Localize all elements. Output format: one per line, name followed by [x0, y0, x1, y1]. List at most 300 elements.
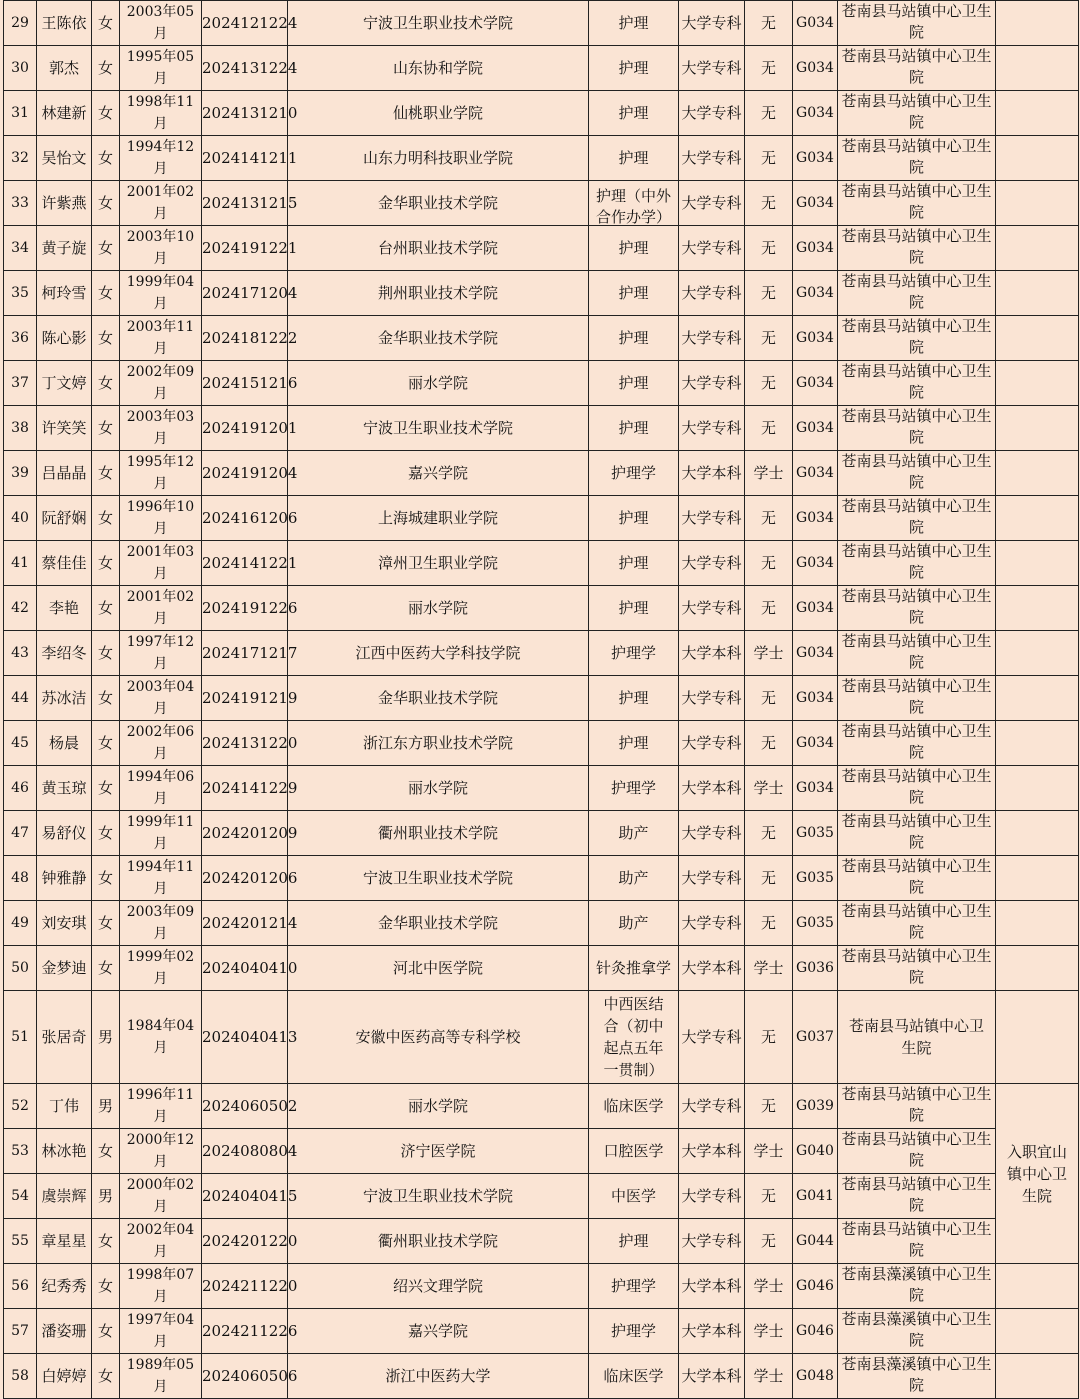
major: 护理 [589, 91, 679, 136]
graduate-school: 丽水学院 [288, 586, 589, 631]
position-code: G040 [793, 1129, 838, 1174]
table-row [4, 1264, 1079, 1309]
hiring-unit-text: 苍南县马站镇中心卫生院 [841, 812, 992, 851]
row-number: 52 [4, 1084, 37, 1129]
birth-date: 2003年05月 [120, 1, 202, 46]
major: 护理学 [589, 451, 679, 496]
position-code: G035 [793, 811, 838, 856]
exam-id: 2024201214 [202, 901, 288, 946]
birth-date: 1984年04月 [120, 991, 202, 1084]
remark-cell [996, 1354, 1079, 1399]
row-number: 39 [4, 451, 37, 496]
table-row [4, 946, 1079, 991]
row-number: 35 [4, 271, 37, 316]
hiring-unit [838, 1354, 996, 1399]
birth-date: 2001年02月 [120, 586, 202, 631]
exam-id: 2024151216 [202, 361, 288, 406]
graduate-school: 漳州卫生职业学院 [288, 541, 589, 586]
table-row [4, 631, 1079, 676]
hiring-unit [838, 451, 996, 496]
degree: 无 [745, 406, 793, 451]
degree: 无 [745, 136, 793, 181]
exam-id: 2024211220 [202, 1264, 288, 1309]
remark-cell [996, 136, 1079, 181]
exam-id: 2024060506 [202, 1354, 288, 1399]
birth-date: 1994年12月 [120, 136, 202, 181]
hiring-unit-text: 苍南县马站镇中心卫生院 [841, 362, 992, 401]
degree: 无 [745, 721, 793, 766]
remark-cell [996, 46, 1079, 91]
row-number: 51 [4, 991, 37, 1084]
row-number: 31 [4, 91, 37, 136]
remark-cell [996, 946, 1079, 991]
hiring-unit-text: 苍南县马站镇中心卫生院 [841, 902, 992, 941]
education: 大学专科 [679, 361, 745, 406]
table-row [4, 991, 1079, 1084]
hiring-unit-text: 苍南县马站镇中心卫生院 [841, 587, 992, 626]
position-code: G034 [793, 271, 838, 316]
candidate-name: 潘姿珊 [37, 1309, 92, 1354]
gender: 女 [92, 496, 120, 541]
gender: 女 [92, 451, 120, 496]
candidate-name: 纪秀秀 [37, 1264, 92, 1309]
hiring-unit-text: 苍南县马站镇中心卫生院 [841, 227, 992, 266]
hiring-unit [838, 46, 996, 91]
hiring-unit [838, 811, 996, 856]
birth-date: 1989年05月 [120, 1354, 202, 1399]
degree: 无 [745, 226, 793, 271]
major: 护理 [589, 1219, 679, 1264]
gender: 女 [92, 226, 120, 271]
hiring-unit [838, 1219, 996, 1264]
remark-cell [996, 496, 1079, 541]
hiring-unit-text: 苍南县马站镇中心卫生院 [841, 2, 992, 41]
row-number: 33 [4, 181, 37, 226]
row-number: 41 [4, 541, 37, 586]
major: 口腔医学 [589, 1129, 679, 1174]
education: 大学专科 [679, 676, 745, 721]
position-code: G034 [793, 541, 838, 586]
row-number: 50 [4, 946, 37, 991]
birth-date: 1999年04月 [120, 271, 202, 316]
birth-date: 2001年03月 [120, 541, 202, 586]
exam-id: 2024201209 [202, 811, 288, 856]
hiring-unit [838, 406, 996, 451]
degree: 学士 [745, 1129, 793, 1174]
table-row [4, 1219, 1079, 1264]
candidate-name: 张居奇 [37, 991, 92, 1084]
major: 护理 [589, 271, 679, 316]
education: 大学专科 [679, 901, 745, 946]
education: 大学专科 [679, 406, 745, 451]
table-row [4, 1084, 1079, 1129]
table-row [4, 811, 1079, 856]
education: 大学专科 [679, 991, 745, 1084]
row-number: 55 [4, 1219, 37, 1264]
exam-id: 2024191226 [202, 586, 288, 631]
remark-cell [996, 1084, 1079, 1264]
hiring-unit [838, 676, 996, 721]
candidate-name: 郭杰 [37, 46, 92, 91]
table-row [4, 1174, 1079, 1219]
table-row [4, 271, 1079, 316]
degree: 无 [745, 1174, 793, 1219]
education: 大学专科 [679, 1174, 745, 1219]
candidate-name: 章星星 [37, 1219, 92, 1264]
education: 大学专科 [679, 1219, 745, 1264]
row-number: 58 [4, 1354, 37, 1399]
degree: 无 [745, 856, 793, 901]
major: 护理 [589, 136, 679, 181]
hiring-unit-text: 苍南县马站镇中心卫生院 [841, 497, 992, 536]
remark-cell [996, 181, 1079, 226]
row-number: 49 [4, 901, 37, 946]
birth-date: 1994年06月 [120, 766, 202, 811]
graduate-school: 金华职业技术学院 [288, 316, 589, 361]
gender: 女 [92, 1309, 120, 1354]
hiring-unit-text: 苍南县马站镇中心卫生院 [841, 1085, 992, 1124]
hiring-unit-text: 苍南县马站镇中心卫生院 [841, 407, 992, 446]
row-number: 36 [4, 316, 37, 361]
row-number: 45 [4, 721, 37, 766]
hiring-unit-text: 苍南县马站镇中心卫生院 [841, 542, 992, 581]
position-code: G034 [793, 406, 838, 451]
table-row [4, 46, 1079, 91]
gender: 女 [92, 316, 120, 361]
table-row [4, 856, 1079, 901]
gender: 女 [92, 766, 120, 811]
row-number: 48 [4, 856, 37, 901]
remark-cell [996, 406, 1079, 451]
gender: 女 [92, 271, 120, 316]
row-number: 30 [4, 46, 37, 91]
degree: 无 [745, 811, 793, 856]
hiring-unit-text: 苍南县马站镇中心卫生院 [841, 1175, 992, 1214]
gender: 男 [92, 1174, 120, 1219]
major: 针灸推拿学 [589, 946, 679, 991]
graduate-school: 上海城建职业学院 [288, 496, 589, 541]
row-number: 54 [4, 1174, 37, 1219]
position-code: G034 [793, 136, 838, 181]
position-code: G034 [793, 226, 838, 271]
position-code: G035 [793, 901, 838, 946]
remark-cell [996, 586, 1079, 631]
education: 大学专科 [679, 856, 745, 901]
degree: 学士 [745, 1354, 793, 1399]
graduate-school: 金华职业技术学院 [288, 676, 589, 721]
graduate-school: 仙桃职业学院 [288, 91, 589, 136]
education: 大学专科 [679, 1084, 745, 1129]
education: 大学本科 [679, 1354, 745, 1399]
candidate-name: 许紫燕 [37, 181, 92, 226]
gender: 女 [92, 361, 120, 406]
gender: 女 [92, 1, 120, 46]
gender: 女 [92, 1354, 120, 1399]
birth-date: 1998年07月 [120, 1264, 202, 1309]
position-code: G037 [793, 991, 838, 1084]
candidate-name: 王陈依 [37, 1, 92, 46]
birth-date: 1999年11月 [120, 811, 202, 856]
major: 护理学 [589, 766, 679, 811]
table-row [4, 226, 1079, 271]
gender: 女 [92, 631, 120, 676]
hiring-unit [838, 1129, 996, 1174]
table-row [4, 1309, 1079, 1354]
exam-id: 2024141211 [202, 136, 288, 181]
exam-id: 2024201206 [202, 856, 288, 901]
row-number: 47 [4, 811, 37, 856]
candidate-table [3, 0, 1079, 1399]
education: 大学专科 [679, 586, 745, 631]
candidate-name: 杨晨 [37, 721, 92, 766]
graduate-school: 宁波卫生职业技术学院 [288, 406, 589, 451]
hiring-unit-text: 苍南县马站镇中心卫生院 [841, 632, 992, 671]
birth-date: 2001年02月 [120, 181, 202, 226]
major: 护理 [589, 1, 679, 46]
remark-cell [996, 676, 1079, 721]
candidate-name: 丁文婷 [37, 361, 92, 406]
graduate-school: 丽水学院 [288, 1084, 589, 1129]
birth-date: 1999年02月 [120, 946, 202, 991]
remark-cell [996, 766, 1079, 811]
exam-id: 2024191204 [202, 451, 288, 496]
hiring-unit-text: 苍南县马站镇中心卫生院 [841, 677, 992, 716]
birth-date: 1994年11月 [120, 856, 202, 901]
major: 护理 [589, 406, 679, 451]
exam-id: 2024060502 [202, 1084, 288, 1129]
degree: 无 [745, 541, 793, 586]
row-number: 32 [4, 136, 37, 181]
position-code: G034 [793, 451, 838, 496]
gender: 女 [92, 541, 120, 586]
graduate-school: 河北中医学院 [288, 946, 589, 991]
exam-id: 2024191201 [202, 406, 288, 451]
graduate-school: 台州职业技术学院 [288, 226, 589, 271]
remark-cell [996, 991, 1079, 1084]
education: 大学专科 [679, 226, 745, 271]
position-code: G034 [793, 721, 838, 766]
exam-id: 2024171204 [202, 271, 288, 316]
degree: 无 [745, 361, 793, 406]
hiring-unit [838, 1, 996, 46]
major [589, 181, 679, 226]
birth-date: 2003年11月 [120, 316, 202, 361]
table-row [4, 361, 1079, 406]
hiring-unit-text: 苍南县马站镇中心卫生院 [841, 722, 992, 761]
position-code: G044 [793, 1219, 838, 1264]
hiring-unit-text: 苍南县马站镇中心卫生院 [841, 452, 992, 491]
row-number: 46 [4, 766, 37, 811]
table-row [4, 721, 1079, 766]
education: 大学专科 [679, 46, 745, 91]
exam-id: 2024201220 [202, 1219, 288, 1264]
table-row [4, 451, 1079, 496]
education: 大学专科 [679, 541, 745, 586]
degree: 无 [745, 1219, 793, 1264]
major: 临床医学 [589, 1354, 679, 1399]
hiring-unit [838, 541, 996, 586]
major: 护理 [589, 541, 679, 586]
gender: 女 [92, 136, 120, 181]
gender: 女 [92, 1219, 120, 1264]
graduate-school: 金华职业技术学院 [288, 901, 589, 946]
position-code: G034 [793, 316, 838, 361]
table-row [4, 1129, 1079, 1174]
degree: 无 [745, 46, 793, 91]
row-number: 56 [4, 1264, 37, 1309]
gender: 女 [92, 46, 120, 91]
exam-id: 2024141229 [202, 766, 288, 811]
graduate-school: 绍兴文理学院 [288, 1264, 589, 1309]
hiring-unit [838, 721, 996, 766]
candidate-name: 虞崇辉 [37, 1174, 92, 1219]
hiring-unit-text: 苍南县马站镇中心卫生院 [841, 947, 992, 986]
hiring-unit [838, 901, 996, 946]
position-code: G034 [793, 1, 838, 46]
exam-id: 2024040413 [202, 991, 288, 1084]
education: 大学本科 [679, 1129, 745, 1174]
degree: 学士 [745, 1309, 793, 1354]
position-code: G034 [793, 361, 838, 406]
row-number: 29 [4, 1, 37, 46]
degree: 无 [745, 496, 793, 541]
table-row [4, 1, 1079, 46]
birth-date: 1998年11月 [120, 91, 202, 136]
gender: 女 [92, 721, 120, 766]
graduate-school: 宁波卫生职业技术学院 [288, 856, 589, 901]
candidate-name: 李艳 [37, 586, 92, 631]
position-code: G034 [793, 91, 838, 136]
gender: 女 [92, 946, 120, 991]
major: 护理 [589, 586, 679, 631]
birth-date: 2002年04月 [120, 1219, 202, 1264]
major: 护理 [589, 316, 679, 361]
remark-cell [996, 541, 1079, 586]
remark-cell [996, 451, 1079, 496]
birth-date: 2003年04月 [120, 676, 202, 721]
hiring-unit [838, 316, 996, 361]
candidate-name: 易舒仪 [37, 811, 92, 856]
gender: 女 [92, 811, 120, 856]
major: 护理 [589, 361, 679, 406]
major: 助产 [589, 811, 679, 856]
hiring-unit [838, 946, 996, 991]
position-code: G036 [793, 946, 838, 991]
major: 护理 [589, 721, 679, 766]
candidate-name: 阮舒娴 [37, 496, 92, 541]
education: 大学专科 [679, 721, 745, 766]
table-row [4, 136, 1079, 181]
major [589, 991, 679, 1084]
degree: 无 [745, 991, 793, 1084]
row-number: 37 [4, 361, 37, 406]
row-number: 34 [4, 226, 37, 271]
position-code: G048 [793, 1354, 838, 1399]
candidate-name: 林建新 [37, 91, 92, 136]
birth-date: 2000年02月 [120, 1174, 202, 1219]
gender: 男 [92, 991, 120, 1084]
education: 大学专科 [679, 496, 745, 541]
birth-date: 1995年12月 [120, 451, 202, 496]
graduate-school: 丽水学院 [288, 361, 589, 406]
hiring-unit-text: 苍南县马站镇中心卫生院 [841, 272, 992, 311]
major: 护理 [589, 226, 679, 271]
position-code: G034 [793, 496, 838, 541]
position-code: G046 [793, 1264, 838, 1309]
education: 大学专科 [679, 91, 745, 136]
hiring-unit [838, 1174, 996, 1219]
graduate-school: 江西中医药大学科技学院 [288, 631, 589, 676]
hiring-unit-text: 苍南县马站镇中心卫生院 [841, 1130, 992, 1169]
remark-cell [996, 856, 1079, 901]
degree: 无 [745, 901, 793, 946]
position-code: G046 [793, 1309, 838, 1354]
candidate-name: 李绍冬 [37, 631, 92, 676]
hiring-unit [838, 1309, 996, 1354]
gender: 女 [92, 91, 120, 136]
degree: 无 [745, 1084, 793, 1129]
row-number: 43 [4, 631, 37, 676]
education: 大学本科 [679, 631, 745, 676]
major: 护理 [589, 496, 679, 541]
exam-id: 2024211226 [202, 1309, 288, 1354]
education: 大学专科 [679, 811, 745, 856]
major: 助产 [589, 856, 679, 901]
position-code: G039 [793, 1084, 838, 1129]
hiring-unit-text: 苍南县马站镇中心卫生院 [841, 182, 992, 221]
birth-date: 2002年06月 [120, 721, 202, 766]
education: 大学本科 [679, 946, 745, 991]
education: 大学本科 [679, 451, 745, 496]
major: 中医学 [589, 1174, 679, 1219]
degree: 学士 [745, 946, 793, 991]
remark-cell [996, 226, 1079, 271]
candidate-name: 黄玉琼 [37, 766, 92, 811]
hiring-unit-text: 苍南县马站镇中心卫生院 [841, 317, 992, 356]
candidate-name: 白婷婷 [37, 1354, 92, 1399]
hiring-unit-text: 苍南县马站镇中心卫生院 [841, 92, 992, 131]
hiring-unit [838, 136, 996, 181]
gender: 女 [92, 856, 120, 901]
major: 护理 [589, 46, 679, 91]
hiring-unit-text: 苍南县马站镇中心卫生院 [841, 47, 992, 86]
table-row [4, 316, 1079, 361]
degree: 学士 [745, 1264, 793, 1309]
hiring-unit [838, 181, 996, 226]
graduate-school: 山东协和学院 [288, 46, 589, 91]
major-text: 中西医结合（初中起点五年一贯制） [603, 995, 664, 1079]
hiring-unit-text: 苍南县藻溪镇中心卫生院 [841, 1355, 992, 1394]
hiring-unit [838, 991, 996, 1084]
gender: 女 [92, 181, 120, 226]
table-row [4, 586, 1079, 631]
exam-id: 2024121224 [202, 1, 288, 46]
remark-cell [996, 361, 1079, 406]
birth-date: 1997年04月 [120, 1309, 202, 1354]
gender: 女 [92, 901, 120, 946]
candidate-name: 刘安琪 [37, 901, 92, 946]
remark-cell [996, 91, 1079, 136]
education: 大学专科 [679, 1, 745, 46]
gender: 女 [92, 676, 120, 721]
major: 护理 [589, 676, 679, 721]
exam-id: 2024040415 [202, 1174, 288, 1219]
exam-id: 2024040410 [202, 946, 288, 991]
candidate-name: 金梦迪 [37, 946, 92, 991]
position-code: G041 [793, 1174, 838, 1219]
birth-date: 1995年05月 [120, 46, 202, 91]
education: 大学专科 [679, 316, 745, 361]
